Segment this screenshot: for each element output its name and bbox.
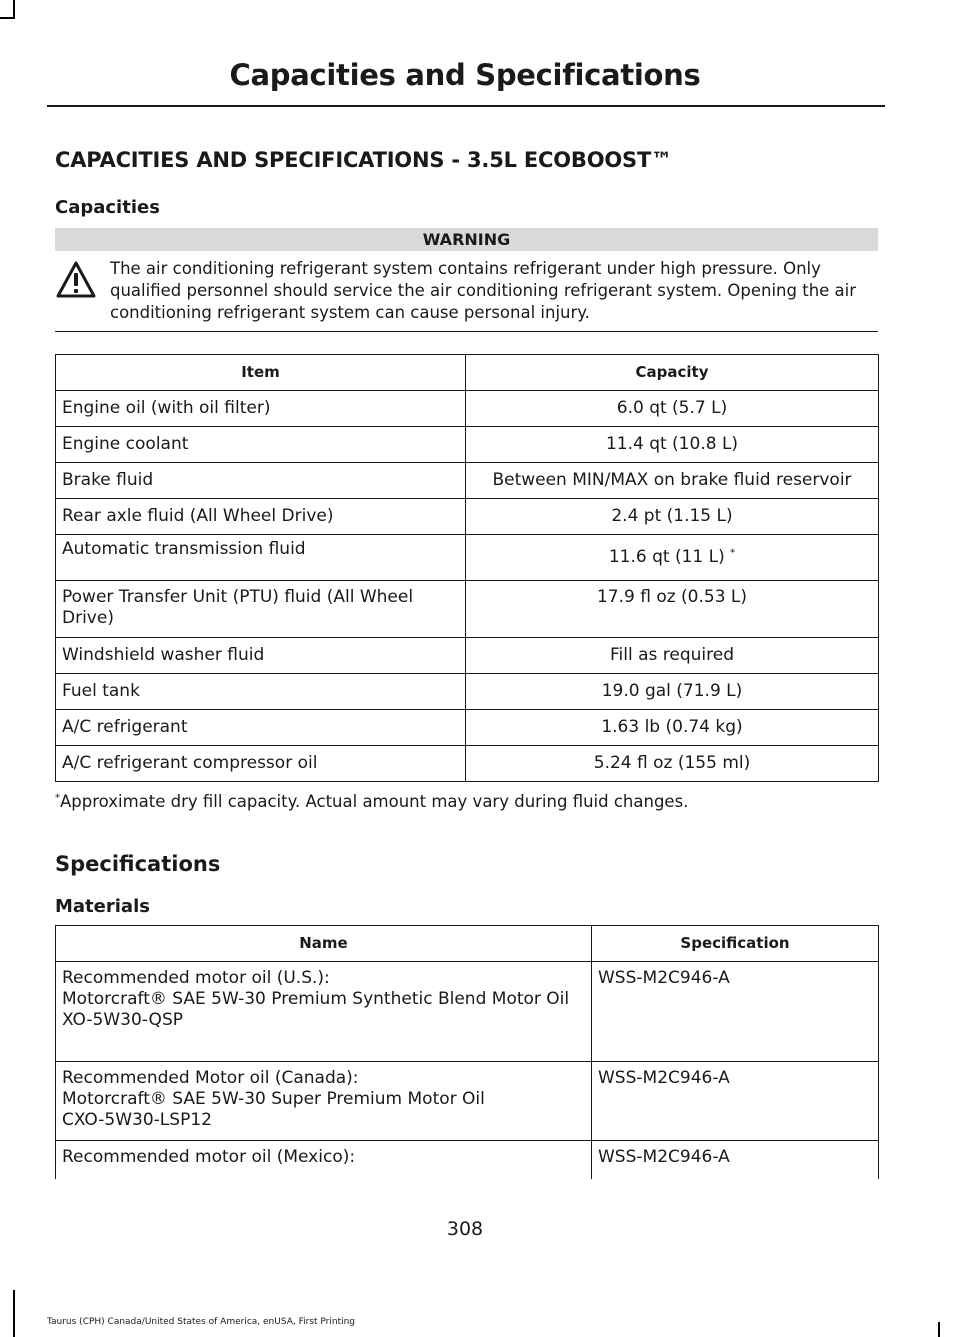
capacity-cell: 17.9 fl oz (0.53 L) — [466, 581, 879, 638]
crop-mark — [0, 17, 15, 19]
name-line: Recommended Motor oil (Canada): — [62, 1068, 359, 1088]
capacity-cell: Between MIN/MAX on brake fluid reservoir — [466, 463, 879, 499]
footer-text: Taurus (CPH) Canada/United States of America, enUSA, First Printing — [47, 1317, 356, 1327]
table-row — [56, 463, 879, 499]
column-header-name: Name — [56, 926, 592, 962]
column-header-specification: Specification — [592, 926, 879, 962]
capacities-heading: Capacities — [55, 197, 160, 218]
crop-mark — [13, 1290, 15, 1337]
capacity-cell: 5.24 fl oz (155 ml) — [466, 746, 879, 782]
item-cell: Brake fluid — [56, 463, 466, 499]
table-row — [56, 581, 879, 638]
warning-banner — [55, 228, 878, 251]
spec-cell: WSS-M2C946-A — [592, 962, 879, 1062]
capacity-cell: 11.4 qt (10.8 L) — [466, 427, 879, 463]
crop-mark — [938, 1322, 940, 1337]
item-cell: Power Transfer Unit (PTU) fluid (All Wheel Drive) — [56, 581, 466, 638]
name-line: CXO-5W30-LSP12 — [62, 1110, 212, 1130]
capacity-cell: 19.0 gal (71.9 L) — [466, 674, 879, 710]
name-line: Recommended motor oil (Mexico): — [62, 1147, 356, 1167]
table-row — [56, 499, 879, 535]
warning-text: The air conditioning refrigerant system contains refrigerant under high pressure. Only qualified personnel should service the air conditioning refrigerant system. Opening the air conditioning refrigerant system can cause personal injury. — [110, 259, 857, 322]
table-row — [56, 535, 879, 581]
footnote — [55, 792, 688, 811]
column-header-item: Item — [56, 355, 466, 391]
name-line: XO-5W30-QSP — [62, 1010, 183, 1030]
specifications-heading: Specifications — [55, 852, 221, 876]
capacity-cell: 6.0 qt (5.7 L) — [466, 391, 879, 427]
table-row — [56, 1062, 879, 1141]
footnote-marker: * — [730, 547, 736, 559]
materials-heading: Materials — [55, 896, 150, 917]
materials-table — [55, 925, 879, 1179]
footnote-mark: * — [55, 792, 60, 804]
header-rule — [47, 105, 885, 107]
table-row — [56, 427, 879, 463]
capacity-cell: 1.63 lb (0.74 kg) — [466, 710, 879, 746]
item-cell: Rear axle fluid (All Wheel Drive) — [56, 499, 466, 535]
item-cell: A/C refrigerant compressor oil — [56, 746, 466, 782]
footnote-text: Approximate dry fill capacity. Actual amount may vary during fluid changes. — [60, 792, 689, 811]
item-cell: Fuel tank — [56, 674, 466, 710]
name-cell — [56, 1141, 592, 1179]
table-row — [56, 962, 879, 1062]
capacity-cell: 2.4 pt (1.15 L) — [466, 499, 879, 535]
name-line: Motorcraft® SAE 5W-30 Premium Synthetic Blend Motor Oil — [62, 989, 570, 1009]
table-row — [56, 638, 879, 674]
table-row — [56, 674, 879, 710]
table-row — [56, 1141, 879, 1179]
item-cell: Engine oil (with oil filter) — [56, 391, 466, 427]
warning-rule — [55, 331, 878, 332]
capacity-cell — [466, 535, 879, 581]
capacity-cell: Fill as required — [466, 638, 879, 674]
item-cell: Engine coolant — [56, 427, 466, 463]
page-header-title: Capacities and Specifications — [229, 58, 701, 92]
item-cell: Automatic transmission fluid — [56, 535, 466, 581]
page-number: 308 — [446, 1218, 484, 1240]
table-header-row — [56, 926, 879, 962]
warning-triangle-icon — [56, 260, 96, 300]
warning-label: WARNING — [422, 230, 511, 249]
table-header-row — [56, 355, 879, 391]
name-line: Recommended motor oil (U.S.): — [62, 968, 330, 988]
item-cell: Windshield washer fluid — [56, 638, 466, 674]
spec-cell: WSS-M2C946-A — [592, 1141, 879, 1179]
section-title: CAPACITIES AND SPECIFICATIONS - 3.5L ECOBOOST™ — [55, 148, 672, 172]
item-cell: A/C refrigerant — [56, 710, 466, 746]
name-cell — [56, 1062, 592, 1141]
capacity-value: 11.6 qt (11 L) — [608, 547, 731, 567]
capacities-table — [55, 354, 879, 782]
crop-mark — [13, 0, 15, 18]
table-row — [56, 746, 879, 782]
spec-cell: WSS-M2C946-A — [592, 1062, 879, 1141]
table-row — [56, 710, 879, 746]
column-header-capacity: Capacity — [466, 355, 879, 391]
table-row — [56, 391, 879, 427]
name-cell — [56, 962, 592, 1062]
name-line: Motorcraft® SAE 5W-30 Super Premium Motor Oil — [62, 1089, 485, 1109]
